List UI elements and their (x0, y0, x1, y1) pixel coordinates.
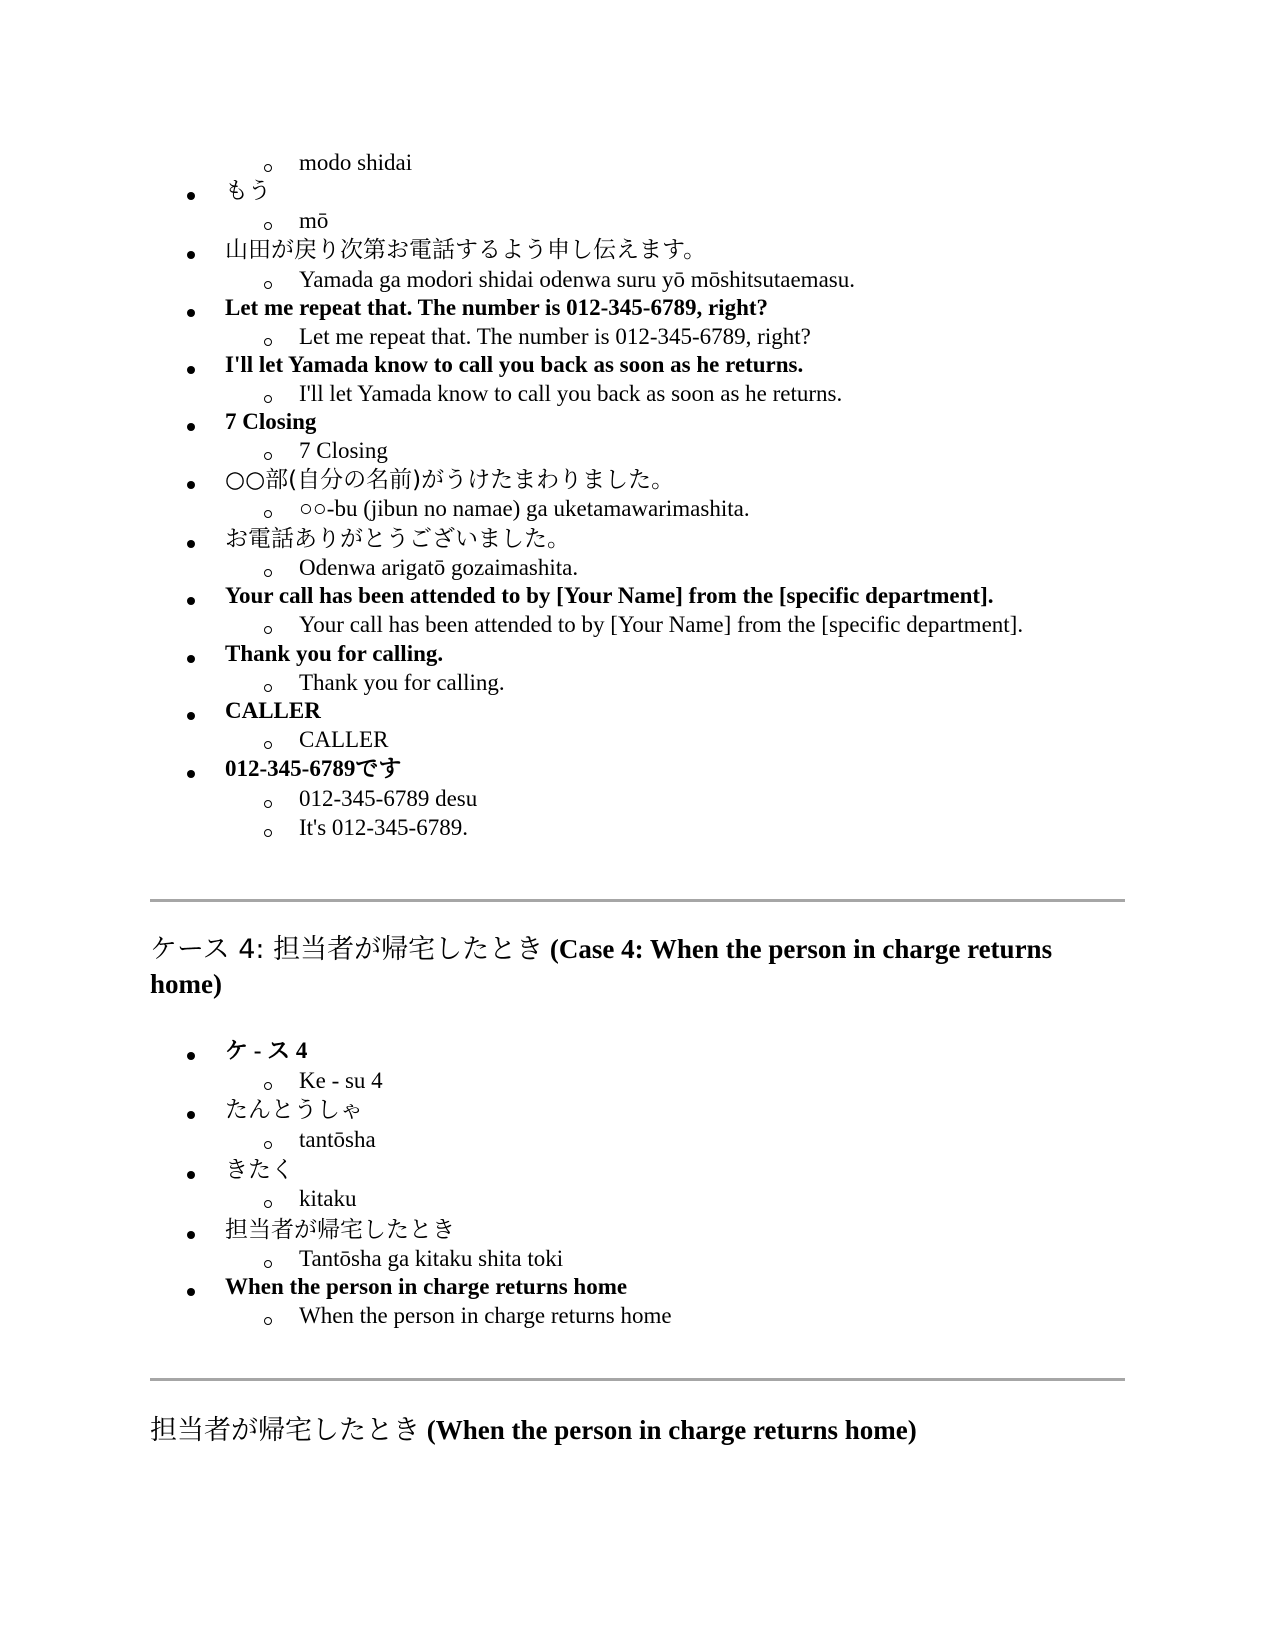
hollow-bullet-icon (264, 1141, 272, 1149)
list-subitem-text: 012-345-6789 desu (299, 786, 478, 811)
hollow-bullet-icon (264, 1260, 272, 1268)
heading-japanese: ケース 4: 担当者が帰宅したとき (150, 934, 544, 965)
bullet-icon (187, 423, 195, 431)
hollow-bullet-icon (264, 741, 272, 749)
heading-japanese: 担当者が帰宅したとき (150, 1415, 420, 1446)
list-item-text: 担当者が帰宅したとき (225, 1217, 455, 1243)
heading-english: (When the person in charge returns home) (420, 1415, 917, 1445)
hollow-bullet-icon (264, 1082, 272, 1090)
list-subitem-text: modo shidai (299, 150, 413, 175)
bullet-icon (187, 1171, 195, 1179)
hollow-bullet-icon (264, 569, 272, 577)
hollow-bullet-icon (264, 510, 272, 518)
hollow-bullet-icon (264, 164, 272, 172)
list-item-text: お電話ありがとうございました。 (225, 526, 570, 552)
list-item-text: 012-345-6789です (225, 756, 402, 781)
hollow-bullet-icon (264, 338, 272, 346)
hollow-bullet-icon (264, 684, 272, 692)
list-subitem-text: Odenwa arigatō gozaimashita. (299, 555, 579, 580)
bullet-icon (187, 655, 195, 663)
hollow-bullet-icon (264, 222, 272, 230)
heading-english: (Case 4: When the person in charge returns home) (150, 934, 1053, 999)
list-subitem-text: Tantōsha ga kitaku shita toki (299, 1246, 564, 1271)
hollow-bullet-icon (264, 452, 272, 460)
hollow-bullet-icon (264, 829, 272, 837)
list-subitem-text: When the person in charge returns home (299, 1303, 672, 1328)
list-subitem-text: Thank you for calling. (299, 670, 505, 695)
list-item-text: きたく (225, 1157, 294, 1183)
list-subitem-text: It's 012-345-6789. (299, 815, 468, 840)
list-item-text: 7 Closing (225, 409, 317, 434)
bullet-icon (187, 770, 195, 778)
bullet-icon (187, 309, 195, 317)
hollow-bullet-icon (264, 800, 272, 808)
hollow-bullet-icon (264, 1200, 272, 1208)
list-subitem-text: I'll let Yamada know to call you back as soon as he returns. (299, 381, 843, 406)
section-heading-final (150, 1413, 1090, 1448)
list-subitem-text: CALLER (299, 727, 389, 752)
hollow-bullet-icon (264, 626, 272, 634)
hollow-bullet-icon (264, 1317, 272, 1325)
bullet-icon (187, 540, 195, 548)
bullet-icon (187, 366, 195, 374)
bullet-icon (187, 597, 195, 605)
list-subitem-text: Your call has been attended to by [Your Name] from the [specific department]. (299, 612, 1024, 637)
bullet-icon (187, 251, 195, 259)
list-item-text: CALLER (225, 698, 321, 723)
list-subitem-text: Let me repeat that. The number is 012-345-6789, right? (299, 324, 811, 349)
horizontal-divider (150, 1378, 1125, 1381)
bullet-icon (187, 481, 195, 489)
list-item-text: Thank you for calling. (225, 641, 444, 666)
list-item-text: Your call has been attended to by [Your Name] from the [specific department]. (225, 583, 994, 608)
hollow-bullet-icon (264, 281, 272, 289)
hollow-bullet-icon (264, 395, 272, 403)
list-item-text: I'll let Yamada know to call you back as soon as he returns. (225, 352, 804, 377)
bullet-icon (187, 192, 195, 200)
list-item-text: 山田が戻り次第お電話するよう申し伝えます。 (225, 237, 707, 263)
list-subitem-text: Yamada ga modori shidai odenwa suru yō mōshitsutaemasu. (299, 267, 855, 292)
section-heading-case4 (150, 932, 1090, 1002)
list-subitem-text: ○○-bu (jibun no namae) ga uketamawarimashita. (299, 496, 750, 521)
list-item-text: ○○部(自分の名前)がうけたまわりました。 (225, 467, 675, 493)
list-item-text: ケ - ス 4 (225, 1038, 308, 1063)
list-subitem-text: tantōsha (299, 1127, 376, 1152)
list-subitem-text: mō (299, 208, 329, 233)
bullet-icon (187, 1111, 195, 1119)
list-item-text: Let me repeat that. The number is 012-345-6789, right? (225, 295, 769, 320)
bullet-icon (187, 1231, 195, 1239)
bullet-icon (187, 1052, 195, 1060)
list-item-text: もう (225, 178, 271, 204)
list-subitem-text: 7 Closing (299, 438, 388, 463)
list-item-text: たんとうしゃ (225, 1097, 363, 1123)
bullet-icon (187, 712, 195, 720)
horizontal-divider (150, 899, 1125, 902)
list-subitem-text: Ke - su 4 (299, 1068, 383, 1093)
list-subitem-text: kitaku (299, 1186, 357, 1211)
list-item-text: When the person in charge returns home (225, 1274, 628, 1299)
bullet-icon (187, 1288, 195, 1296)
